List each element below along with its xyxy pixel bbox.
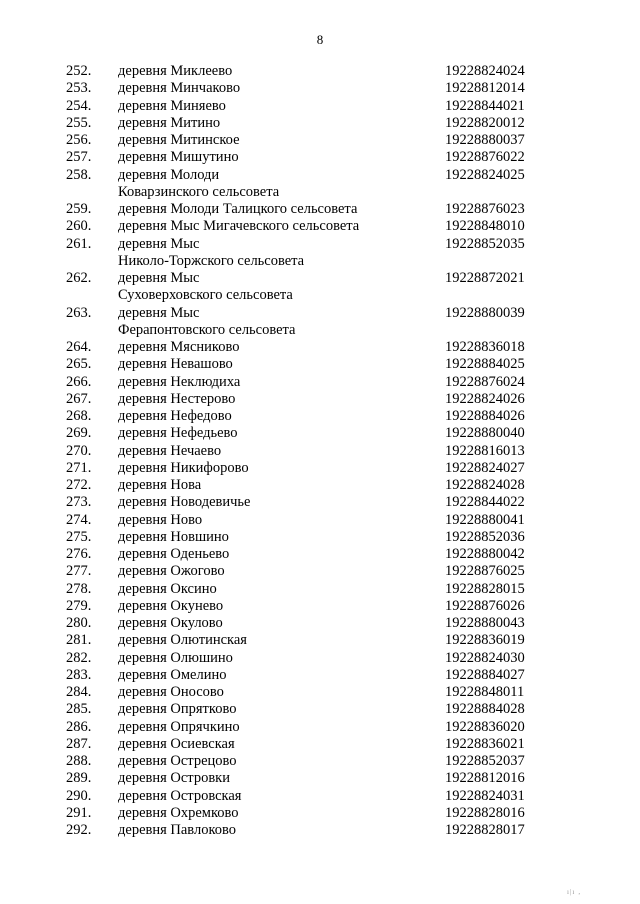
item-number: 256. bbox=[66, 132, 92, 148]
list-item bbox=[0, 736, 640, 753]
list-item bbox=[0, 408, 640, 425]
item-name: деревня Невашово bbox=[118, 356, 233, 373]
list-item bbox=[0, 719, 640, 736]
item-code: 19228876025 bbox=[445, 563, 525, 580]
item-code: 19228836020 bbox=[445, 718, 525, 735]
item-number: 292. bbox=[66, 822, 92, 838]
item-code: 19228812016 bbox=[445, 770, 525, 787]
list-item bbox=[0, 546, 640, 563]
list-item bbox=[0, 822, 640, 839]
item-number: 274. bbox=[66, 511, 92, 528]
item-code: 19228876024 bbox=[445, 373, 525, 390]
item-number: 284. bbox=[66, 684, 92, 700]
item-number: 258. bbox=[66, 166, 92, 183]
item-code: 19228824030 bbox=[445, 649, 525, 666]
item-code: 19228844022 bbox=[445, 494, 525, 511]
item-code: 19228824026 bbox=[445, 390, 525, 407]
list-item bbox=[0, 460, 640, 477]
item-number: 273. bbox=[66, 494, 92, 511]
item-number: 276. bbox=[66, 546, 92, 562]
item-number: 289. bbox=[66, 770, 92, 787]
item-code: 19228884025 bbox=[445, 356, 525, 373]
item-number: 259. bbox=[66, 201, 92, 217]
item-number: 275. bbox=[66, 528, 92, 545]
list-item bbox=[0, 632, 640, 649]
list-item bbox=[0, 236, 640, 271]
item-code: 19228836018 bbox=[445, 339, 525, 355]
item-code: 19228848010 bbox=[445, 218, 525, 235]
item-name: деревня Мясниково bbox=[118, 339, 240, 355]
item-code: 19228824027 bbox=[445, 459, 525, 476]
item-number: 287. bbox=[66, 735, 92, 752]
item-number: 285. bbox=[66, 701, 92, 718]
item-number: 253. bbox=[66, 80, 92, 97]
item-code: 19228876022 bbox=[445, 149, 525, 166]
item-name: деревня Олюшино bbox=[118, 649, 233, 666]
item-name: деревня Неклюдиха bbox=[118, 373, 241, 390]
item-name: деревня Окулово bbox=[118, 615, 223, 631]
list-item bbox=[0, 374, 640, 391]
item-number: 261. bbox=[66, 235, 92, 252]
list-item bbox=[0, 149, 640, 166]
item-name: деревня Мыс Суховерховского сельсовета bbox=[118, 270, 293, 304]
item-code: 19228880037 bbox=[445, 132, 525, 148]
item-number: 254. bbox=[66, 97, 92, 114]
list-item bbox=[0, 805, 640, 822]
item-code: 19228828016 bbox=[445, 804, 525, 821]
item-code: 19228824028 bbox=[445, 477, 525, 493]
item-code: 19228880041 bbox=[445, 511, 525, 528]
item-name: деревня Митино bbox=[118, 114, 221, 131]
list-item bbox=[0, 512, 640, 529]
item-code: 19228836019 bbox=[445, 632, 525, 649]
scan-mark: ı|ı ‚ bbox=[567, 888, 582, 896]
item-name: деревня Нестерово bbox=[118, 390, 236, 407]
item-number: 279. bbox=[66, 597, 92, 614]
item-code: 19228824025 bbox=[445, 166, 525, 183]
item-code: 19228816013 bbox=[445, 442, 525, 459]
item-number: 266. bbox=[66, 373, 92, 390]
item-code: 19228848011 bbox=[445, 684, 525, 700]
item-number: 290. bbox=[66, 787, 92, 804]
item-code: 19228828017 bbox=[445, 822, 525, 838]
item-name: деревня Мишутино bbox=[118, 149, 239, 166]
item-name: деревня Мыс Ферапонтовского сельсовета bbox=[118, 304, 296, 338]
item-name: деревня Ново bbox=[118, 511, 203, 528]
item-name: деревня Опрячкино bbox=[118, 718, 240, 735]
item-name: деревня Павлоково bbox=[118, 822, 237, 838]
item-name: деревня Осиевская bbox=[118, 735, 235, 752]
list-item bbox=[0, 132, 640, 149]
item-number: 262. bbox=[66, 270, 92, 286]
list-item bbox=[0, 115, 640, 132]
list-item bbox=[0, 667, 640, 684]
item-name: деревня Молоди Коварзинского сельсовета bbox=[118, 166, 280, 200]
page-number: 8 bbox=[316, 32, 324, 47]
item-name: деревня Охремково bbox=[118, 804, 239, 821]
item-number: 280. bbox=[66, 615, 92, 631]
item-number: 282. bbox=[66, 649, 92, 666]
item-code: 19228880040 bbox=[445, 425, 525, 442]
list-item bbox=[0, 356, 640, 373]
item-name: деревня Оносово bbox=[118, 684, 224, 700]
item-number: 269. bbox=[66, 425, 92, 442]
list-item bbox=[0, 650, 640, 667]
item-number: 281. bbox=[66, 632, 92, 649]
item-name: деревня Нова bbox=[118, 477, 202, 493]
settlement-list bbox=[0, 63, 640, 839]
item-code: 19228876023 bbox=[445, 201, 525, 217]
item-name: деревня Олютинская bbox=[118, 632, 247, 649]
list-item bbox=[0, 753, 640, 770]
item-number: 270. bbox=[66, 442, 92, 459]
list-item bbox=[0, 529, 640, 546]
list-item bbox=[0, 443, 640, 460]
item-name: деревня Мыс Мигачевского сельсовета bbox=[118, 218, 360, 235]
item-name: деревня Нефедово bbox=[118, 408, 232, 424]
item-name: деревня Никифорово bbox=[118, 459, 249, 476]
item-number: 260. bbox=[66, 218, 92, 235]
list-item bbox=[0, 80, 640, 97]
item-code: 19228812014 bbox=[445, 80, 525, 97]
item-code: 19228884026 bbox=[445, 408, 525, 424]
item-name: деревня Новшино bbox=[118, 528, 229, 545]
list-item bbox=[0, 425, 640, 442]
item-code: 19228820012 bbox=[445, 114, 525, 131]
item-name: деревня Омелино bbox=[118, 666, 227, 683]
item-code: 19228824031 bbox=[445, 787, 525, 804]
item-number: 252. bbox=[66, 63, 92, 79]
list-item bbox=[0, 494, 640, 511]
item-name: деревня Новодевичье bbox=[118, 494, 251, 511]
list-item bbox=[0, 701, 640, 718]
list-item bbox=[0, 391, 640, 408]
item-name: деревня Митинское bbox=[118, 132, 240, 148]
item-code: 19228880039 bbox=[445, 304, 525, 321]
list-item bbox=[0, 563, 640, 580]
item-name: деревня Минчаково bbox=[118, 80, 241, 97]
list-item bbox=[0, 581, 640, 598]
list-item bbox=[0, 218, 640, 235]
item-number: 255. bbox=[66, 114, 92, 131]
item-number: 257. bbox=[66, 149, 92, 166]
item-name: деревня Острецово bbox=[118, 753, 237, 769]
item-name: деревня Островская bbox=[118, 787, 242, 804]
item-name: деревня Нефедьево bbox=[118, 425, 238, 442]
item-code: 19228828015 bbox=[445, 580, 525, 597]
item-number: 268. bbox=[66, 408, 92, 424]
item-name: деревня Островки bbox=[118, 770, 230, 787]
list-item bbox=[0, 167, 640, 202]
item-number: 278. bbox=[66, 580, 92, 597]
item-number: 286. bbox=[66, 718, 92, 735]
item-name: деревня Мыс Николо-Торжского сельсовета bbox=[118, 235, 305, 269]
item-name: деревня Миняево bbox=[118, 97, 226, 114]
item-name: деревня Миклеево bbox=[118, 63, 233, 79]
list-item bbox=[0, 770, 640, 787]
item-code: 19228844021 bbox=[445, 97, 525, 114]
list-item bbox=[0, 615, 640, 632]
list-item bbox=[0, 98, 640, 115]
item-code: 19228852036 bbox=[445, 528, 525, 545]
list-item bbox=[0, 270, 640, 305]
item-number: 265. bbox=[66, 356, 92, 373]
item-name: деревня Опрятково bbox=[118, 701, 237, 718]
item-code: 19228852037 bbox=[445, 753, 525, 769]
list-item bbox=[0, 63, 640, 80]
item-code: 19228872021 bbox=[445, 270, 525, 286]
item-code: 19228836021 bbox=[445, 735, 525, 752]
item-code: 19228880042 bbox=[445, 546, 525, 562]
item-number: 288. bbox=[66, 753, 92, 769]
list-item bbox=[0, 598, 640, 615]
list-item bbox=[0, 201, 640, 218]
item-number: 283. bbox=[66, 666, 92, 683]
item-name: деревня Окунево bbox=[118, 597, 224, 614]
item-code: 19228880043 bbox=[445, 615, 525, 631]
item-name: деревня Оденьево bbox=[118, 546, 230, 562]
item-number: 263. bbox=[66, 304, 92, 321]
list-item bbox=[0, 339, 640, 356]
item-name: деревня Нечаево bbox=[118, 442, 222, 459]
item-name: деревня Оксино bbox=[118, 580, 217, 597]
item-code: 19228884027 bbox=[445, 666, 525, 683]
list-item bbox=[0, 305, 640, 340]
list-item bbox=[0, 684, 640, 701]
item-code: 19228884028 bbox=[445, 701, 525, 718]
item-number: 277. bbox=[66, 563, 92, 580]
item-name: деревня Ожогово bbox=[118, 563, 225, 580]
item-number: 264. bbox=[66, 339, 92, 355]
list-item bbox=[0, 477, 640, 494]
item-code: 19228824024 bbox=[445, 63, 525, 79]
item-code: 19228876026 bbox=[445, 597, 525, 614]
item-number: 291. bbox=[66, 804, 92, 821]
item-name: деревня Молоди Талицкого сельсовета bbox=[118, 201, 358, 217]
item-code: 19228852035 bbox=[445, 235, 525, 252]
item-number: 272. bbox=[66, 477, 92, 493]
list-item bbox=[0, 788, 640, 805]
item-number: 271. bbox=[66, 459, 92, 476]
item-number: 267. bbox=[66, 390, 92, 407]
